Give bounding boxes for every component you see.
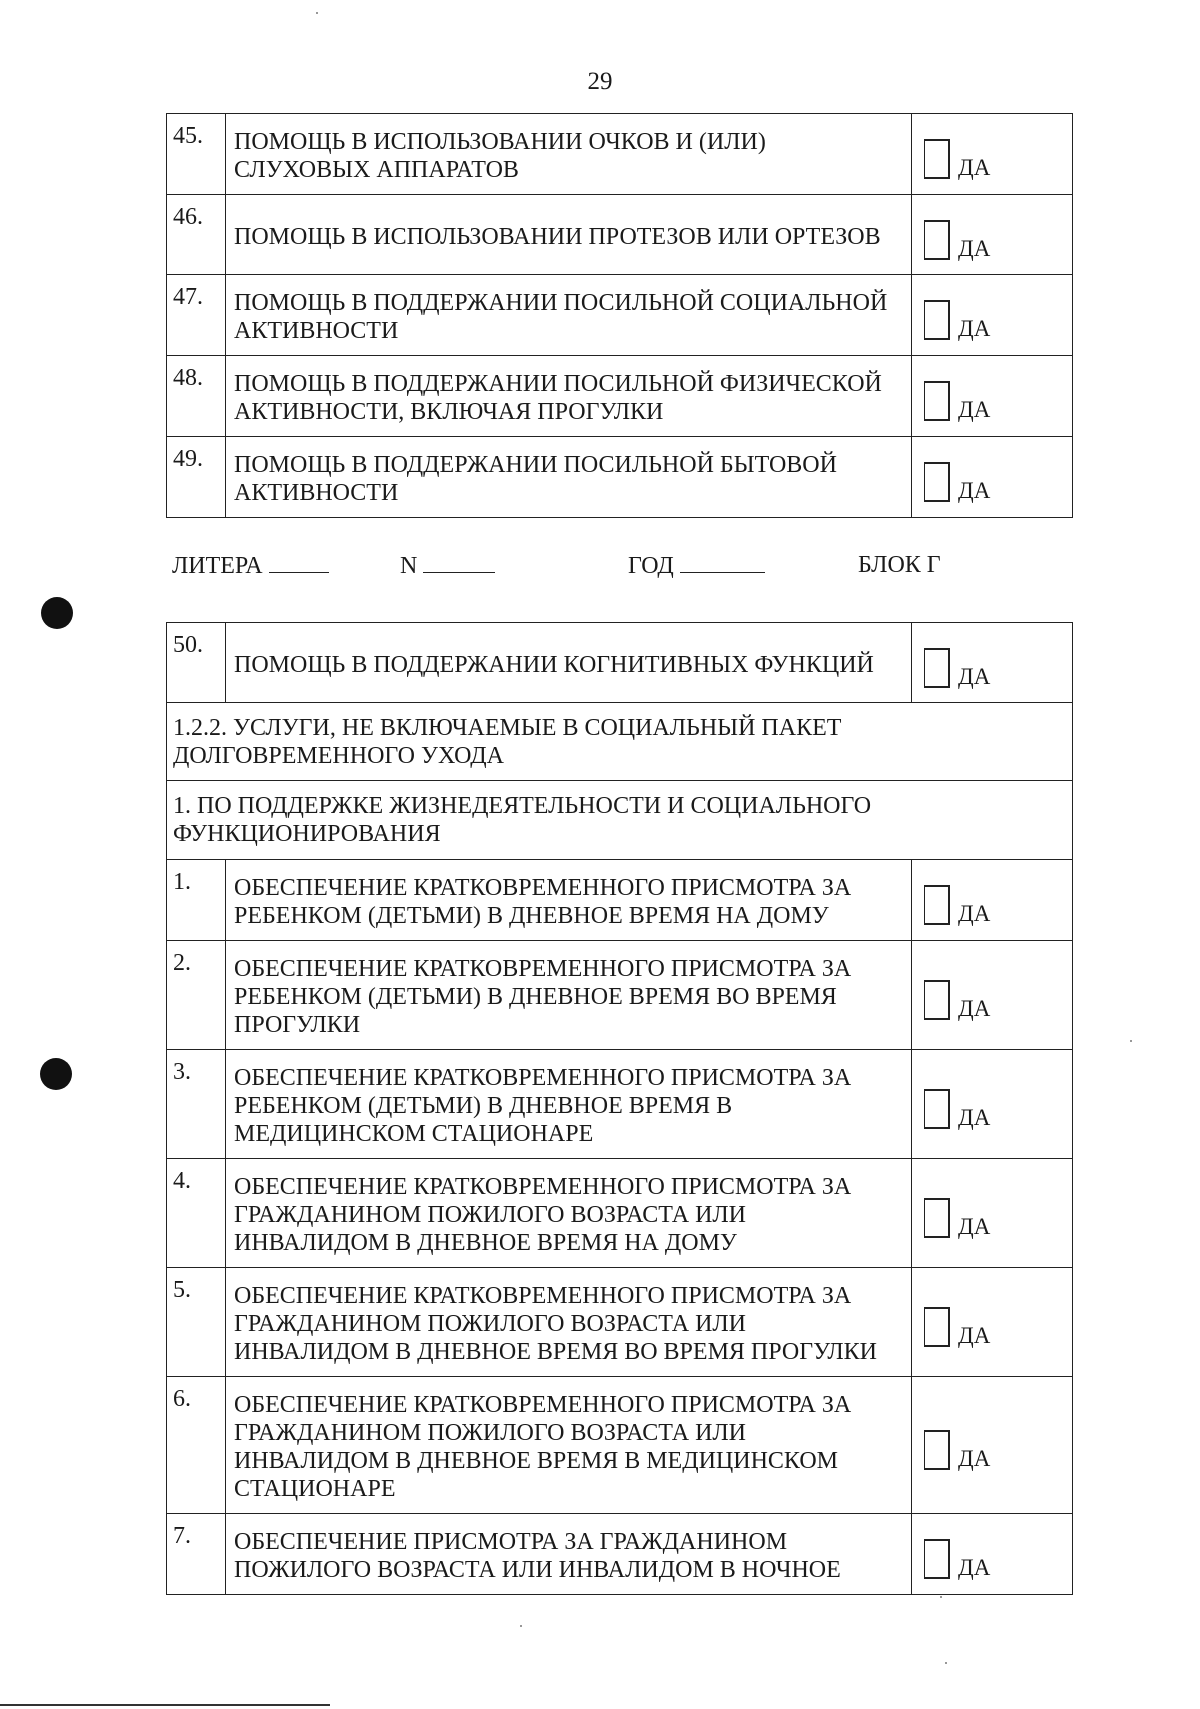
yes-label: ДА (958, 1555, 991, 1580)
block-label: БЛОК Г (858, 552, 941, 578)
row-number: 2. (167, 941, 226, 1050)
punch-hole (40, 1058, 72, 1090)
yes-label: ДА (958, 663, 991, 689)
answer-cell (912, 114, 1073, 195)
block-field (858, 552, 941, 579)
yes-checkbox[interactable] (924, 648, 950, 688)
service-text: ПОМОЩЬ В ИСПОЛЬЗОВАНИИ ОЧКОВ И (ИЛИ) СЛУХОВЫХ АППАРАТОВ (226, 114, 912, 195)
row-number: 48. (167, 356, 226, 437)
service-text: ОБЕСПЕЧЕНИЕ КРАТКОВРЕМЕННОГО ПРИСМОТРА ЗА РЕБЕНКОМ (ДЕТЬМИ) В ДНЕВНОЕ ВРЕМЯ В МЕДИЦИНСКОМ СТАЦИОНАРЕ (226, 1050, 912, 1159)
yes-checkbox[interactable] (924, 1539, 950, 1579)
table-row (167, 1159, 1073, 1268)
yes-label: ДА (958, 1214, 991, 1239)
row-number: 7. (167, 1514, 226, 1595)
service-text: ПОМОЩЬ В ПОДДЕРЖАНИИ ПОСИЛЬНОЙ БЫТОВОЙ АКТИВНОСТИ (226, 437, 912, 518)
scan-edge-line (0, 1704, 330, 1706)
litera-field (172, 552, 329, 580)
table-row (167, 1050, 1073, 1159)
yes-checkbox[interactable] (924, 1089, 950, 1129)
answer-cell (912, 356, 1073, 437)
answer-cell (912, 437, 1073, 518)
row-number: 50. (167, 623, 226, 703)
yes-checkbox[interactable] (924, 885, 950, 925)
service-text: ОБЕСПЕЧЕНИЕ ПРИСМОТРА ЗА ГРАЖДАНИНОМ ПОЖИЛОГО ВОЗРАСТА ИЛИ ИНВАЛИДОМ В НОЧНОЕ (226, 1514, 912, 1595)
table-row (167, 623, 1073, 703)
scan-speck (520, 1625, 522, 1627)
answer-cell (912, 1514, 1073, 1595)
service-text: ОБЕСПЕЧЕНИЕ КРАТКОВРЕМЕННОГО ПРИСМОТРА ЗА ГРАЖДАНИНОМ ПОЖИЛОГО ВОЗРАСТА ИЛИ ИНВАЛИДОМ В ДНЕВНОЕ ВРЕМЯ НА ДОМУ (226, 1159, 912, 1268)
page-number: 29 (587, 68, 613, 95)
year-blank[interactable] (680, 552, 765, 573)
table-row (167, 1514, 1073, 1595)
yes-label: ДА (958, 397, 991, 422)
table-row (167, 275, 1073, 356)
answer-cell (912, 1050, 1073, 1159)
yes-checkbox[interactable] (924, 462, 950, 502)
year-label: ГОД (628, 553, 674, 579)
table-row (167, 356, 1073, 437)
yes-checkbox[interactable] (924, 1307, 950, 1347)
service-text: ПОМОЩЬ В ПОДДЕРЖАНИИ ПОСИЛЬНОЙ ФИЗИЧЕСКОЙ АКТИВНОСТИ, ВКЛЮЧАЯ ПРОГУЛКИ (226, 356, 912, 437)
scan-speck (945, 1662, 947, 1664)
number-blank[interactable] (423, 552, 495, 573)
table-row (167, 195, 1073, 275)
litera-label: ЛИТЕРА (172, 553, 263, 579)
number-label: N (400, 553, 418, 579)
yes-label: ДА (958, 1105, 991, 1130)
section-heading: 1.2.2. УСЛУГИ, НЕ ВКЛЮЧАЕМЫЕ В СОЦИАЛЬНЫЙ ПАКЕТ ДОЛГОВРЕМЕННОГО УХОДА (167, 703, 1073, 781)
answer-cell (912, 860, 1073, 941)
row-number: 6. (167, 1377, 226, 1514)
punch-hole (41, 597, 73, 629)
yes-label: ДА (958, 1323, 991, 1348)
section-row (167, 781, 1073, 860)
table-row (167, 437, 1073, 518)
yes-checkbox[interactable] (924, 1198, 950, 1238)
table-row (167, 1268, 1073, 1377)
yes-checkbox[interactable] (924, 139, 950, 179)
table-row (167, 1377, 1073, 1514)
yes-label: ДА (958, 996, 991, 1021)
number-field (400, 552, 495, 580)
yes-checkbox[interactable] (924, 381, 950, 421)
yes-label: ДА (958, 901, 991, 926)
service-text: ПОМОЩЬ В ПОДДЕРЖАНИИ ПОСИЛЬНОЙ СОЦИАЛЬНОЙ АКТИВНОСТИ (226, 275, 912, 356)
yes-label: ДА (958, 478, 991, 503)
row-number: 46. (167, 195, 226, 275)
service-text: ОБЕСПЕЧЕНИЕ КРАТКОВРЕМЕННОГО ПРИСМОТРА ЗА РЕБЕНКОМ (ДЕТЬМИ) В ДНЕВНОЕ ВРЕМЯ ВО ВРЕМЯ ПРОГУЛКИ (226, 941, 912, 1050)
row-number: 1. (167, 860, 226, 941)
litera-blank[interactable] (269, 552, 329, 573)
section-heading: 1. ПО ПОДДЕРЖКЕ ЖИЗНЕДЕЯТЕЛЬНОСТИ И СОЦИАЛЬНОГО ФУНКЦИОНИРОВАНИЯ (167, 781, 1073, 860)
answer-cell (912, 1377, 1073, 1514)
scan-speck (940, 1596, 942, 1598)
year-field (628, 552, 765, 580)
row-number: 49. (167, 437, 226, 518)
service-text: ПОМОЩЬ В ИСПОЛЬЗОВАНИИ ПРОТЕЗОВ ИЛИ ОРТЕЗОВ (226, 195, 912, 275)
table-row (167, 114, 1073, 195)
yes-label: ДА (958, 1446, 991, 1471)
scan-speck (316, 12, 318, 14)
services-table-1 (166, 113, 1073, 518)
yes-checkbox[interactable] (924, 220, 950, 260)
row-number: 47. (167, 275, 226, 356)
yes-checkbox[interactable] (924, 980, 950, 1020)
yes-checkbox[interactable] (924, 300, 950, 340)
table-row (167, 860, 1073, 941)
service-text: ОБЕСПЕЧЕНИЕ КРАТКОВРЕМЕННОГО ПРИСМОТРА ЗА РЕБЕНКОМ (ДЕТЬМИ) В ДНЕВНОЕ ВРЕМЯ НА ДОМУ (226, 860, 912, 941)
yes-label: ДА (958, 316, 991, 341)
yes-label: ДА (958, 155, 991, 180)
scan-speck (1130, 1040, 1132, 1042)
answer-cell (912, 1268, 1073, 1377)
yes-label: ДА (958, 235, 991, 261)
yes-checkbox[interactable] (924, 1430, 950, 1470)
service-text: ПОМОЩЬ В ПОДДЕРЖАНИИ КОГНИТИВНЫХ ФУНКЦИЙ (226, 623, 912, 703)
section-row (167, 703, 1073, 781)
answer-cell (912, 941, 1073, 1050)
answer-cell (912, 1159, 1073, 1268)
answer-cell (912, 623, 1073, 703)
row-number: 3. (167, 1050, 226, 1159)
service-text: ОБЕСПЕЧЕНИЕ КРАТКОВРЕМЕННОГО ПРИСМОТРА ЗА ГРАЖДАНИНОМ ПОЖИЛОГО ВОЗРАСТА ИЛИ ИНВАЛИДОМ В ДНЕВНОЕ ВРЕМЯ ВО ВРЕМЯ ПРОГУЛКИ (226, 1268, 912, 1377)
service-text: ОБЕСПЕЧЕНИЕ КРАТКОВРЕМЕННОГО ПРИСМОТРА ЗА ГРАЖДАНИНОМ ПОЖИЛОГО ВОЗРАСТА ИЛИ ИНВАЛИДОМ В ДНЕВНОЕ ВРЕМЯ В МЕДИЦИНСКОМ СТАЦИОНАРЕ (226, 1377, 912, 1514)
answer-cell (912, 275, 1073, 356)
row-number: 4. (167, 1159, 226, 1268)
row-number: 5. (167, 1268, 226, 1377)
table-row (167, 941, 1073, 1050)
row-number: 45. (167, 114, 226, 195)
services-table-2 (166, 622, 1073, 1595)
answer-cell (912, 195, 1073, 275)
